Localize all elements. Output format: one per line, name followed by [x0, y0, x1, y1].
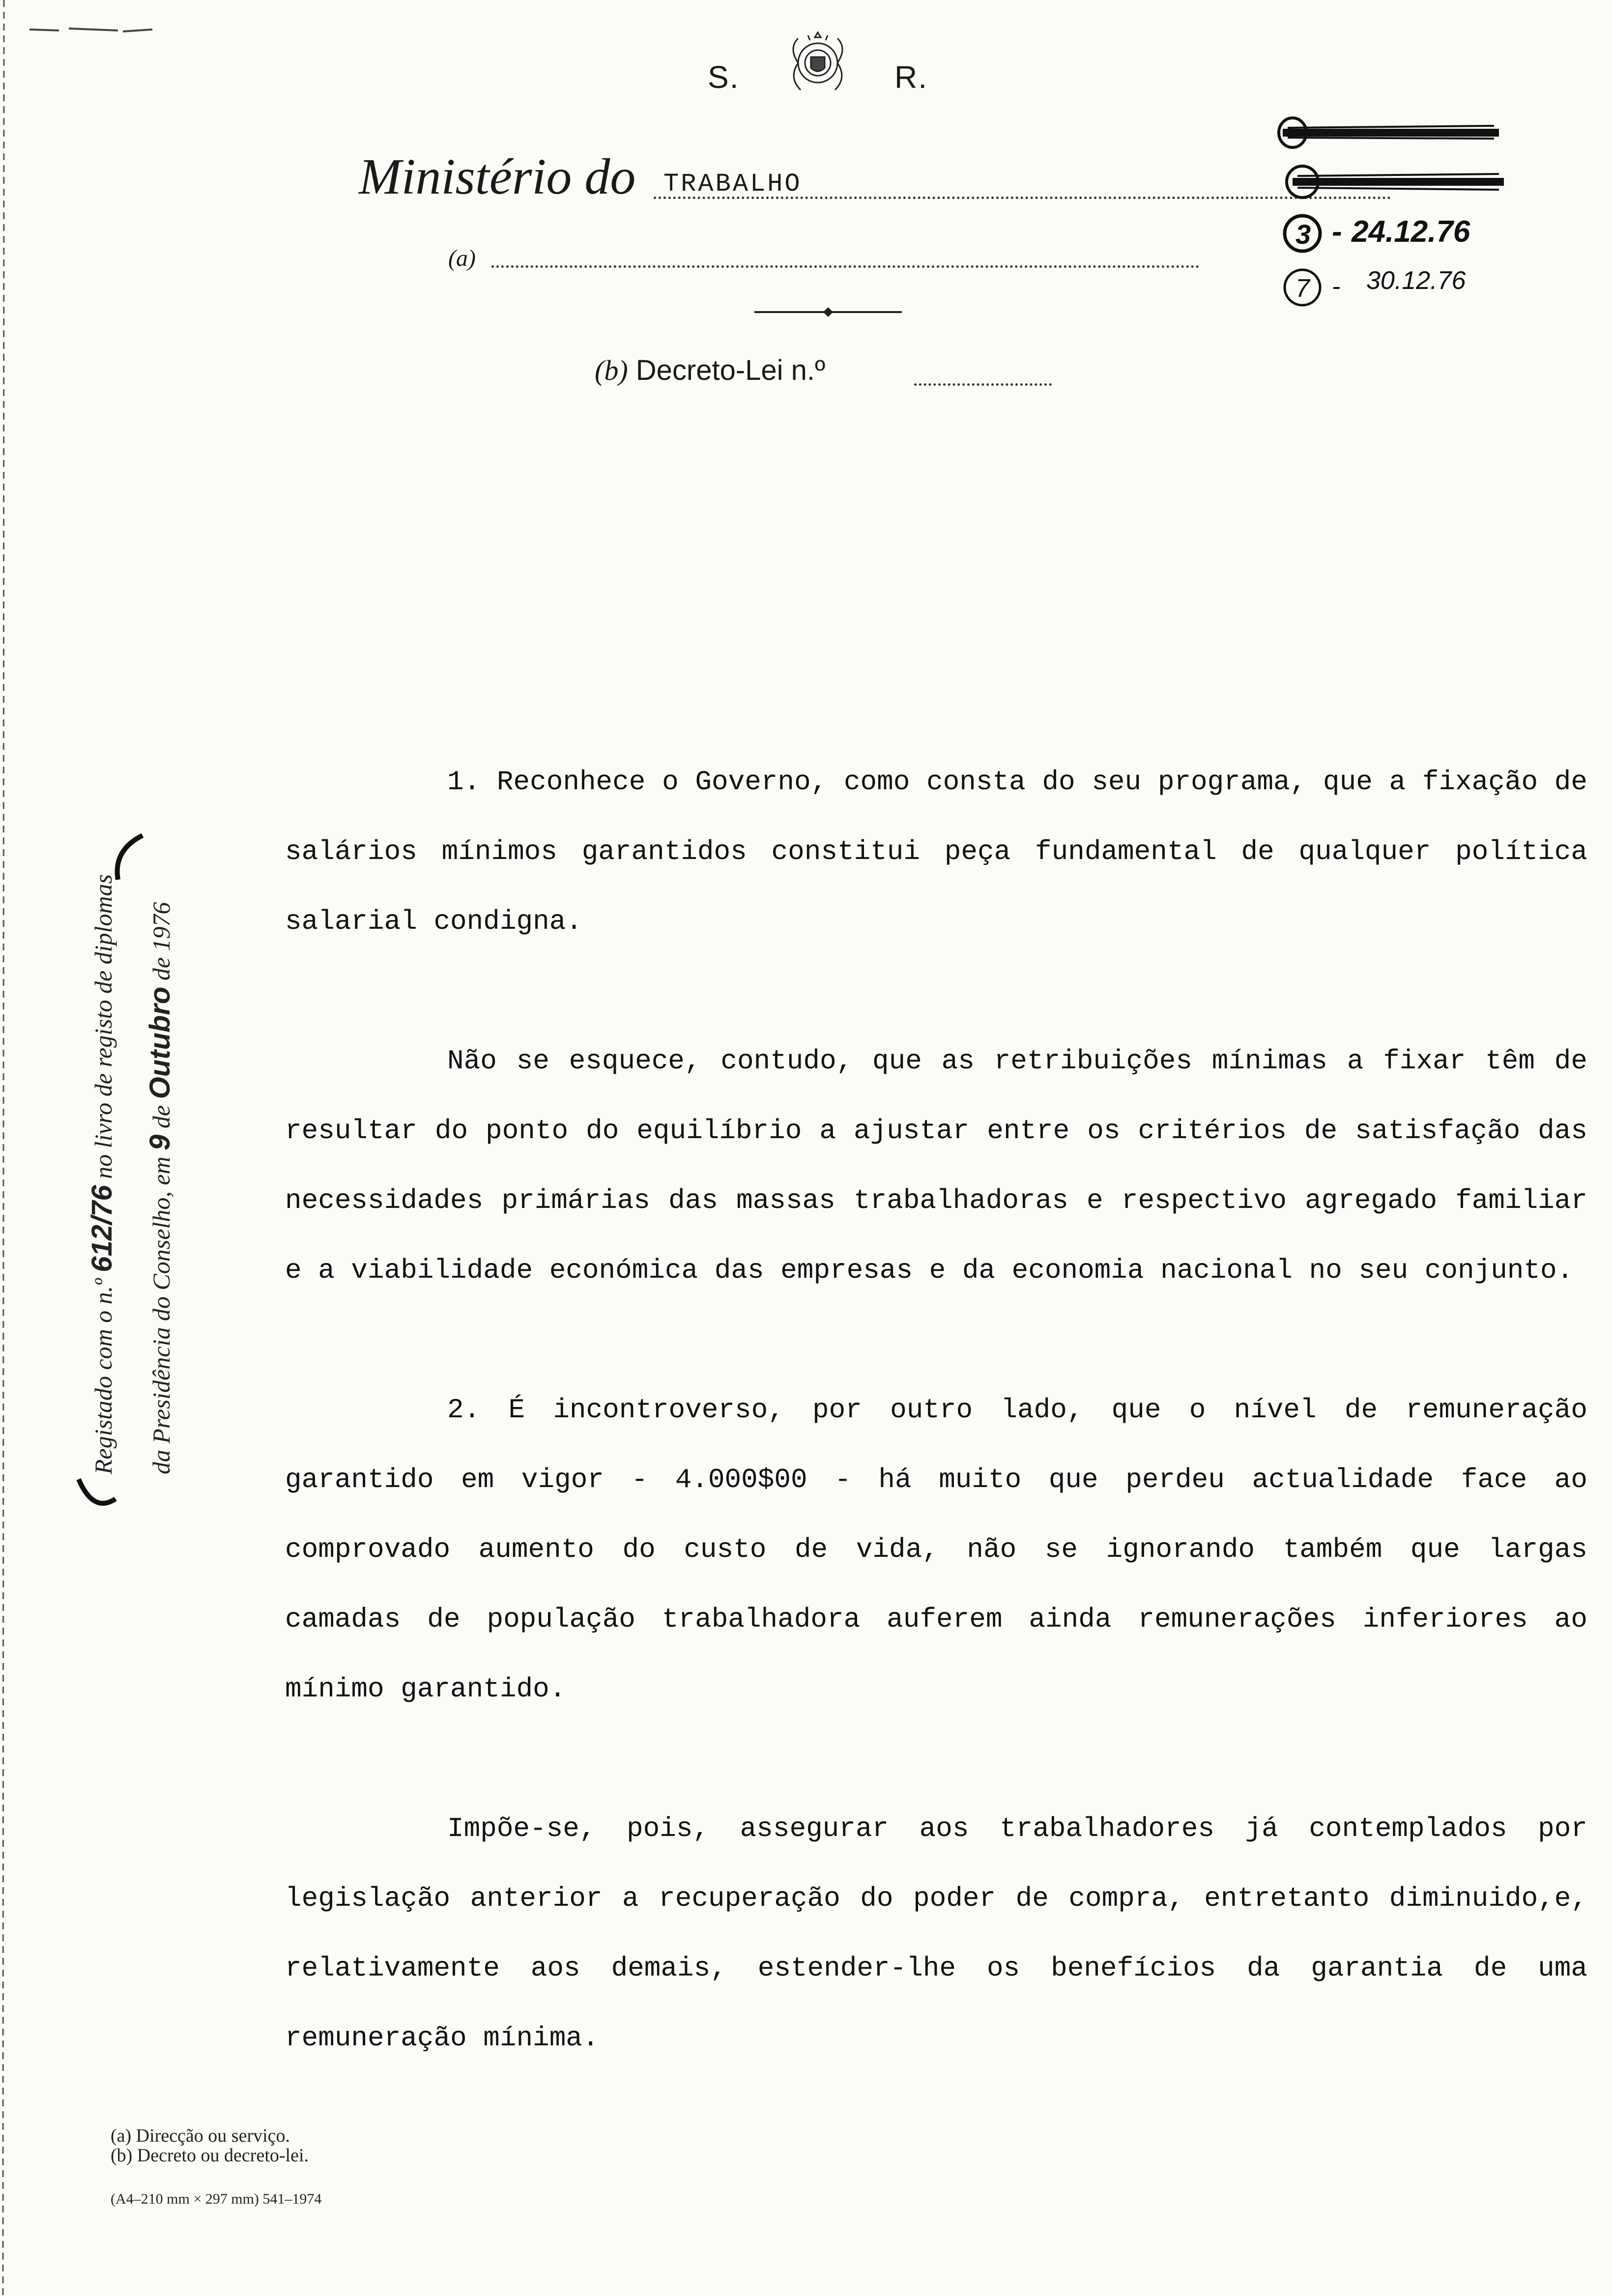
- svg-text:-: -: [1332, 272, 1341, 301]
- service-line-label: (a): [448, 245, 476, 271]
- decree-label-text: Decreto-Lei n.º: [635, 354, 826, 386]
- margin-month: Outubro: [144, 986, 176, 1099]
- struck-date-1: [1279, 118, 1499, 147]
- paragraph-4: Impõe-se, pois, assegurar aos trabalhadores já contemplados por legislação anterior a recuperação do poder de compra, entretanto diminuido,e, relativamente aos demais, estender-lhe os benefícios da garantia de uma remuneração mínima.: [285, 1813, 1587, 2054]
- svg-text:3: 3: [1295, 219, 1311, 250]
- left-edge-marks: [0, 0, 10, 2296]
- decree-label: [595, 354, 825, 386]
- margin-registration-note: [74, 590, 202, 1474]
- ministry-name: TRABALHO: [663, 170, 802, 199]
- svg-text:-: -: [1332, 215, 1342, 249]
- paragraph-2: Não se esquece, contudo, que as retribuições mínimas a fixar têm de resultar do ponto do equilíbrio a ajustar entre os critérios de satisfação das necessidades primárias das massas trabalhadoras e respectivo agregado familiar e a viabilidade económica das empresas e da economia nacional no seu conjunto.: [285, 1045, 1587, 1286]
- decree-footnote-marker: (b): [595, 354, 628, 386]
- ministry-line: [359, 147, 1381, 206]
- coat-of-arms-icon: [783, 29, 852, 97]
- struck-date-2: [1287, 166, 1504, 198]
- ministry-label: Ministério do: [359, 148, 636, 205]
- footnote-b: (b) Decreto ou decreto-lei.: [111, 2145, 309, 2166]
- decree-body: [285, 747, 1587, 2143]
- form-reference: (A4–210 mm × 297 mm) 541–1974: [111, 2191, 322, 2207]
- footnote-a: (a) Direcção ou serviço.: [111, 2125, 290, 2146]
- service-dotted-line: [491, 265, 1199, 268]
- footnotes: [111, 2126, 309, 2165]
- svg-text:30.12.76: 30.12.76: [1366, 266, 1466, 295]
- paragraph-3: 2. É incontroverso, por outro lado, que o nível de remuneração garantido em vigor - 4.000$00 - há muito que perdeu actualidade face ao comprovado aumento do custo de vida, não se ignorando também que largas camadas de população trabalhadora auferem ainda remunerações inferiores ao mínimo garantido.: [285, 1394, 1587, 1705]
- margin-line-2: da Presidência do Conselho, em 9 de Outubro de 1976: [144, 902, 176, 1474]
- date-entry-3: [1285, 215, 1470, 251]
- svg-text:24.12.76: 24.12.76: [1352, 215, 1470, 249]
- margin-number: 612/76: [86, 1185, 118, 1272]
- margin-bracket-top: [108, 831, 147, 885]
- sr-left-letter: S.: [708, 59, 740, 95]
- top-edge-scratch: [29, 20, 157, 39]
- date-entry-7: [1285, 266, 1466, 305]
- margin-note-text: [74, 590, 190, 1474]
- sr-right-letter: R.: [894, 59, 928, 95]
- paragraph-1: 1. Reconhece o Governo, como consta do seu programa, que a fixação de salários mínimos garantidos constitui peça fundamental de qualquer política salarial condigna.: [285, 766, 1587, 937]
- svg-text:7: 7: [1295, 274, 1310, 303]
- decree-dotted-line: [914, 383, 1052, 386]
- margin-line-1: Registado com o n.º 612/76 no livro de registo de diplomas: [86, 874, 118, 1474]
- margin-day: 9: [144, 1134, 176, 1150]
- divider-ornament: [754, 302, 902, 322]
- margin-bracket: [69, 1469, 118, 1528]
- decree-line: [595, 354, 825, 387]
- handwritten-dates: [1268, 108, 1543, 315]
